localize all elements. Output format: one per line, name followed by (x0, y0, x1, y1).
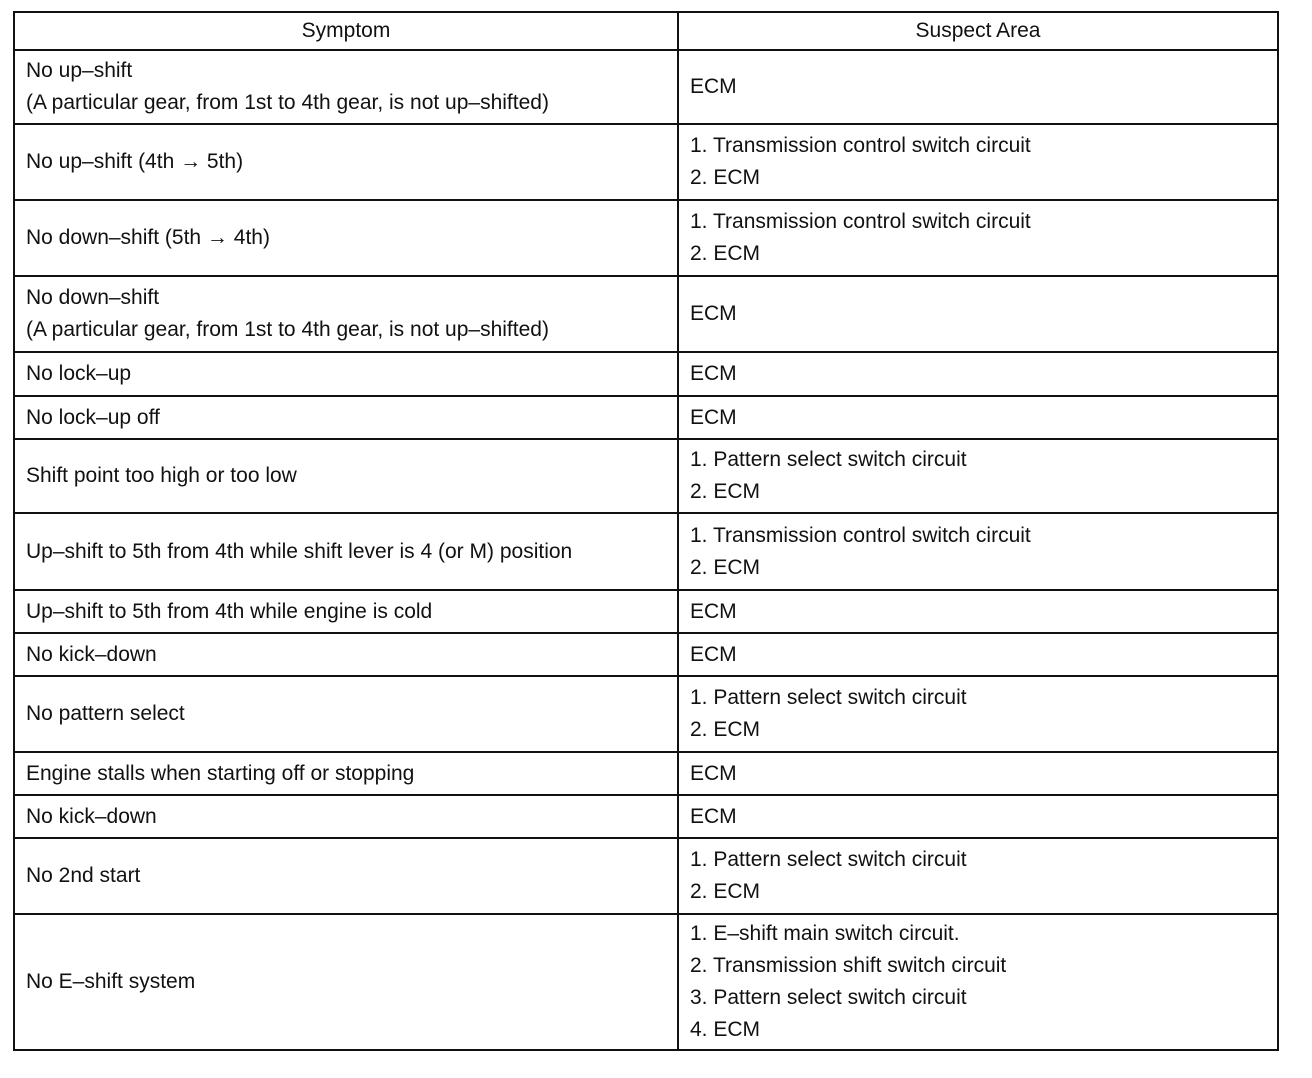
table-body (14, 50, 1278, 1050)
table-row (14, 513, 1278, 590)
suspect-area-text: 2. ECM (690, 880, 761, 903)
suspect-area-text: 1. Pattern select switch circuit (690, 448, 967, 471)
suspect-area-text: 1. Transmission control switch circuit (690, 523, 1031, 547)
table-row (14, 838, 1278, 914)
table-row (14, 590, 1278, 633)
suspect-area-text: ECM (690, 75, 737, 98)
symptom-text: (A particular gear, from 1st to 4th gear, is not up–shifted) (26, 318, 549, 341)
table-row (14, 795, 1278, 838)
suspect-area-text: 4. ECM (690, 1018, 761, 1041)
suspect-area-cell (678, 200, 1278, 276)
table-row (14, 124, 1278, 200)
suspect-area-text: 1. Pattern select switch circuit (690, 686, 967, 709)
symptom-cell (14, 396, 678, 439)
symptom-cell (14, 352, 678, 396)
suspect-area-text: 1. Transmission control switch circuit (690, 134, 1031, 157)
suspect-area-cell (678, 50, 1278, 124)
suspect-area-text: 1. Pattern select switch circuit (690, 848, 967, 871)
symptom-text: No lock–up (26, 362, 132, 385)
symptom-cell (14, 200, 678, 276)
table-row (14, 396, 1278, 439)
symptom-cell (14, 838, 678, 914)
table-row (14, 914, 1278, 1050)
suspect-area-cell (678, 914, 1278, 1050)
suspect-area-text: 2. ECM (690, 480, 761, 503)
symptom-text: No kick–down (26, 804, 157, 828)
suspect-area-cell (678, 276, 1278, 352)
suspect-area-text: ECM (690, 642, 737, 666)
table-row (14, 633, 1278, 676)
table-row (14, 352, 1278, 396)
suspect-area-text: 1. Transmission control switch circuit (690, 210, 1031, 233)
suspect-area-cell (678, 124, 1278, 200)
suspect-area-text: 2. Transmission shift switch circuit (690, 954, 1007, 977)
suspect-area-text: 2. ECM (690, 718, 761, 741)
symptom-cell (14, 752, 678, 795)
symptom-cell (14, 276, 678, 352)
suspect-area-cell (678, 590, 1278, 633)
suspect-area-cell (678, 838, 1278, 914)
symptom-text: No pattern select (26, 702, 185, 725)
suspect-area-cell (678, 352, 1278, 396)
suspect-area-text: ECM (690, 362, 737, 385)
suspect-area-cell (678, 439, 1278, 513)
suspect-area-cell (678, 513, 1278, 590)
table-row (14, 439, 1278, 513)
table-row (14, 276, 1278, 352)
symptom-text: Up–shift to 5th from 4th while shift lever is 4 (or M) position (26, 539, 573, 563)
suspect-area-text: ECM (690, 302, 737, 325)
suspect-area-text: ECM (690, 405, 737, 429)
symptom-cell (14, 914, 678, 1050)
symptom-table (13, 11, 1279, 1051)
suspect-area-text: ECM (690, 599, 737, 623)
suspect-area-text: 2. ECM (690, 166, 761, 189)
column-header-symptom: Symptom (14, 12, 678, 50)
table-row (14, 50, 1278, 124)
symptom-text: No kick–down (26, 642, 157, 666)
suspect-area-cell (678, 676, 1278, 752)
symptom-text: Engine stalls when starting off or stopping (26, 761, 415, 785)
column-header-suspect-area: Suspect Area (678, 12, 1278, 50)
suspect-area-cell (678, 752, 1278, 795)
suspect-area-cell (678, 396, 1278, 439)
symptom-cell (14, 590, 678, 633)
symptom-text: No up–shift (4th → 5th) (26, 150, 244, 173)
suspect-area-text: ECM (690, 761, 737, 785)
symptom-text: Shift point too high or too low (26, 464, 297, 487)
suspect-area-text: 2. ECM (690, 242, 761, 265)
table-row (14, 752, 1278, 795)
symptom-text: No 2nd start (26, 864, 141, 887)
symptom-text: No E–shift system (26, 970, 196, 993)
header-row (14, 12, 1278, 50)
table-row (14, 200, 1278, 276)
symptom-cell (14, 676, 678, 752)
symptom-text: Up–shift to 5th from 4th while engine is cold (26, 599, 433, 623)
suspect-area-text: 1. E–shift main switch circuit. (690, 922, 960, 945)
suspect-area-text: 3. Pattern select switch circuit (690, 986, 967, 1009)
symptom-cell (14, 633, 678, 676)
suspect-area-text: 2. ECM (690, 555, 761, 579)
symptom-cell (14, 50, 678, 124)
symptom-text: (A particular gear, from 1st to 4th gear, is not up–shifted) (26, 91, 549, 114)
suspect-area-cell (678, 795, 1278, 838)
suspect-area-text: ECM (690, 804, 737, 828)
symptom-text: No down–shift (26, 286, 160, 309)
suspect-area-cell (678, 633, 1278, 676)
symptom-cell (14, 439, 678, 513)
symptom-text: No lock–up off (26, 405, 160, 429)
symptom-cell (14, 795, 678, 838)
symptom-text: No down–shift (5th → 4th) (26, 226, 270, 249)
symptom-cell (14, 513, 678, 590)
table-row (14, 676, 1278, 752)
symptom-cell (14, 124, 678, 200)
symptom-text: No up–shift (26, 59, 133, 82)
